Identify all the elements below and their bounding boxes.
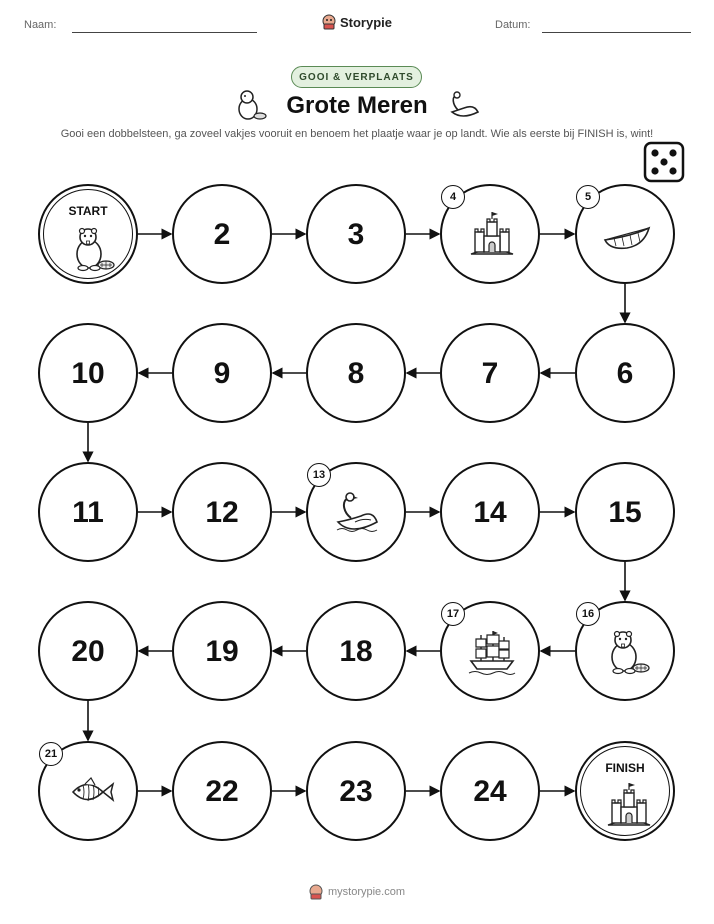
- tile-number: 11: [72, 496, 104, 529]
- board-tile-18: [306, 601, 406, 701]
- tile-number: 24: [473, 775, 507, 808]
- tile-number: 18: [339, 635, 373, 668]
- board-tile-2: [172, 184, 272, 284]
- tile-number-badge: 5: [576, 185, 600, 209]
- footer: [0, 884, 714, 900]
- tile-number: 19: [205, 635, 239, 668]
- tile-number: 10: [71, 357, 105, 390]
- board-tile-23: [306, 741, 406, 841]
- board-tile-13: [306, 462, 406, 562]
- canoe-icon: [602, 210, 652, 265]
- tile-number: 6: [616, 357, 634, 390]
- instructions: Gooi een dobbelsteen, ga zoveel vakjes vooruit en benoem het plaatje waar je op landt. Wie als eerste bij FINISH is, wint!: [60, 128, 654, 140]
- tile-number: 23: [339, 775, 373, 808]
- storypie-mascot-icon: [309, 884, 323, 900]
- beaver-icon: [602, 627, 652, 682]
- board-tile-4: [440, 184, 540, 284]
- tile-number-badge: 4: [441, 185, 465, 209]
- game-type-badge: GOOI & VERPLAATS: [291, 66, 422, 88]
- tile-number: 7: [481, 357, 499, 390]
- board-tile-16: [575, 601, 675, 701]
- name-label: Naam:: [24, 19, 57, 31]
- board-tile-12: [172, 462, 272, 562]
- page-title: Grote Meren: [286, 92, 428, 119]
- tile-number: 22: [205, 775, 239, 808]
- footer-url[interactable]: mystorypie.com: [327, 886, 406, 898]
- tile-number-badge: 13: [307, 463, 331, 487]
- fish-icon: [65, 767, 115, 822]
- board-tile-24: [440, 741, 540, 841]
- board-tile-15: [575, 462, 675, 562]
- tile-number: 14: [473, 496, 507, 529]
- tile-number: 3: [347, 218, 365, 251]
- tile-number: 9: [213, 357, 231, 390]
- tile-number: 2: [213, 218, 231, 251]
- board-tile-11: [38, 462, 138, 562]
- board-tile-14: [440, 462, 540, 562]
- board-tile-17: [440, 601, 540, 701]
- board-tile-1: [38, 184, 138, 284]
- swan-icon: [333, 488, 383, 543]
- board-tile-6: [575, 323, 675, 423]
- board-tile-19: [172, 601, 272, 701]
- tile-number-badge: 17: [441, 602, 465, 626]
- tile-number: 15: [608, 496, 642, 529]
- board-tile-5: [575, 184, 675, 284]
- brand-name: Storypie: [339, 14, 392, 30]
- tile-number-badge: 21: [39, 742, 63, 766]
- tile-number: 12: [205, 496, 239, 529]
- board-tile-7: [440, 323, 540, 423]
- sandcastle-icon: [467, 210, 517, 265]
- date-label: Datum:: [495, 19, 531, 31]
- board-tile-3: [306, 184, 406, 284]
- board-tile-21: [38, 741, 138, 841]
- beaver-icon: [67, 224, 117, 279]
- tile-number-badge: 16: [576, 602, 600, 626]
- board-tile-20: [38, 601, 138, 701]
- start-label: START: [68, 204, 108, 218]
- finish-label: FINISH: [605, 761, 645, 775]
- board-tile-9: [172, 323, 272, 423]
- board-tile-25: [575, 741, 675, 841]
- board-tile-10: [38, 323, 138, 423]
- board-tile-22: [172, 741, 272, 841]
- sandcastle-icon: [604, 781, 654, 836]
- tile-number: 20: [71, 635, 105, 668]
- tile-number: 8: [347, 357, 365, 390]
- ship-icon: [467, 627, 517, 682]
- board-tile-8: [306, 323, 406, 423]
